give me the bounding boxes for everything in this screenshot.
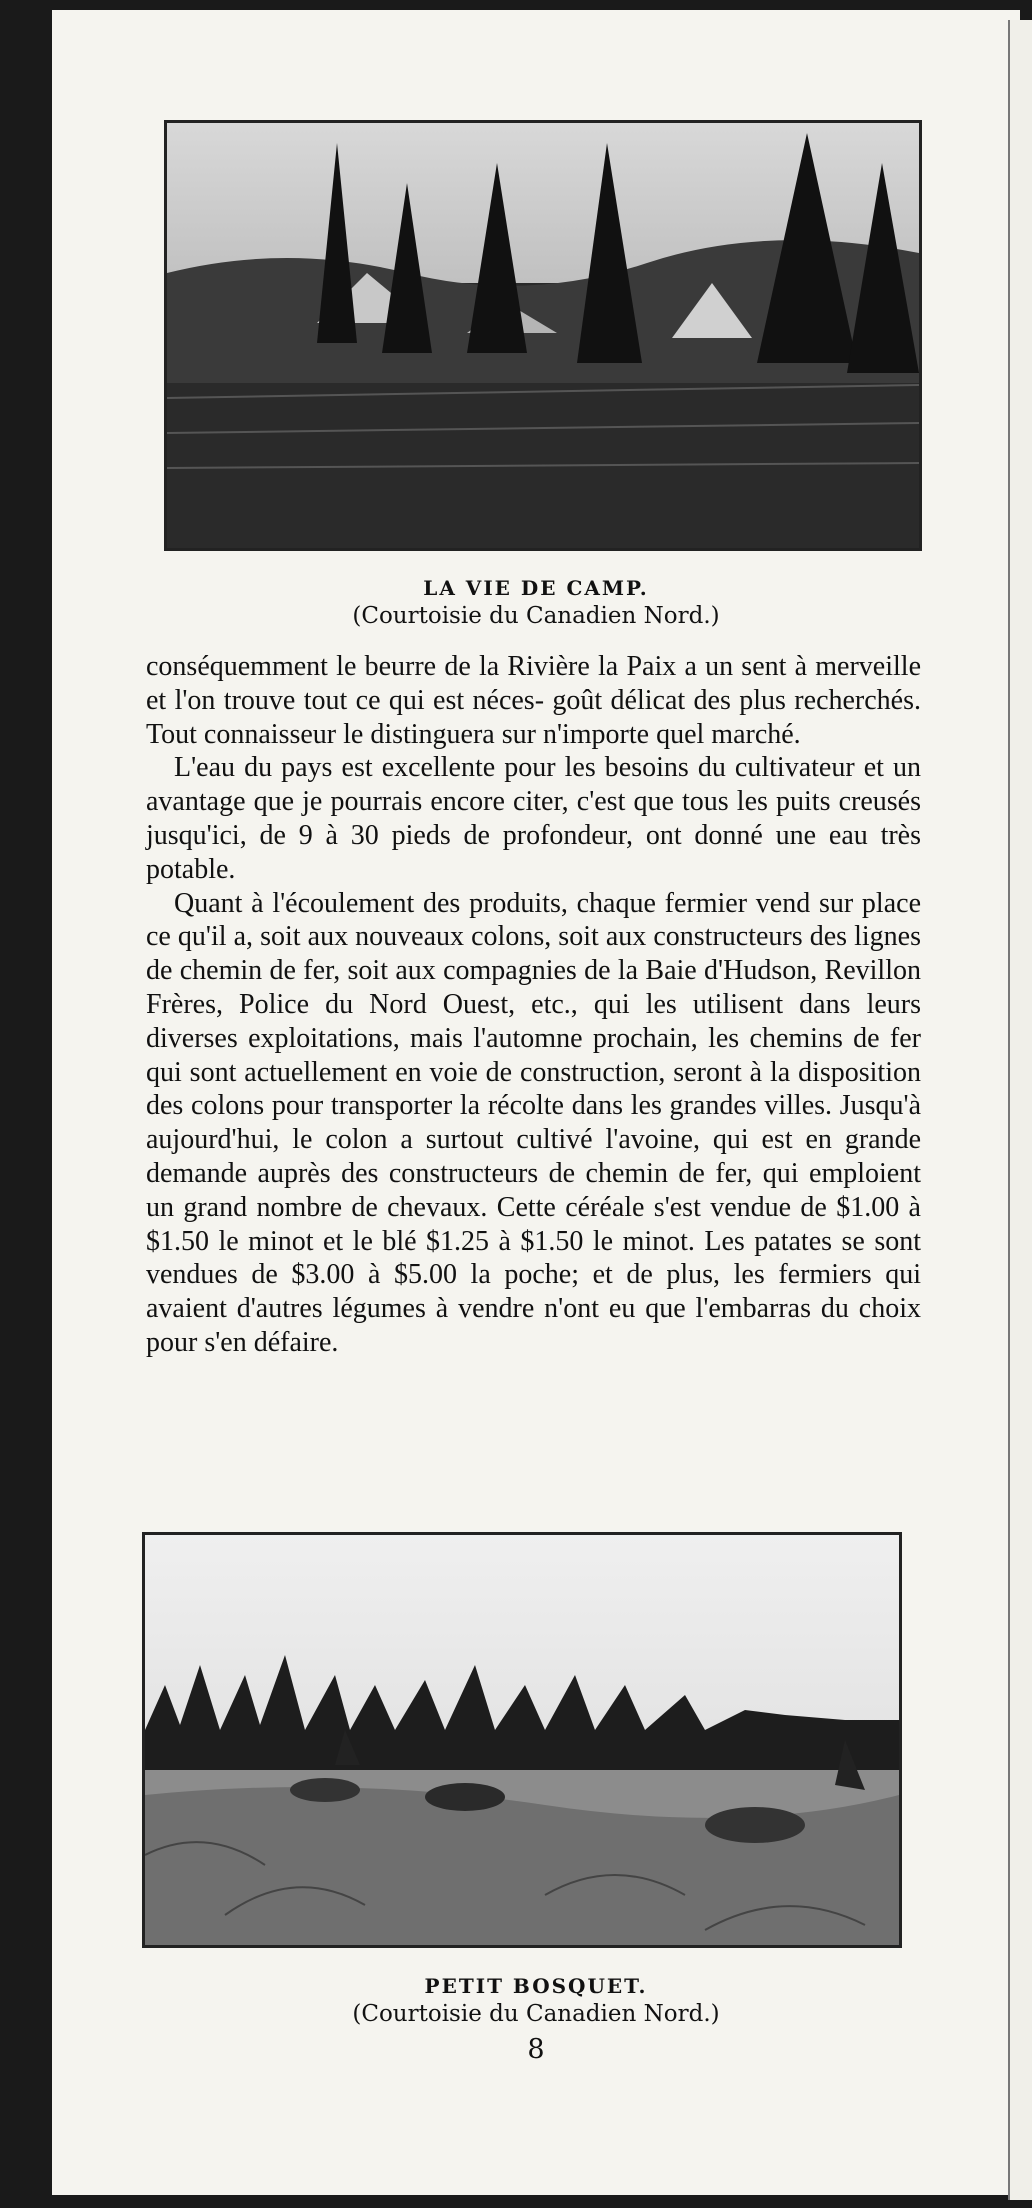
page-number: 8 [527, 2034, 545, 2065]
figure-caption-credit: (Courtoisie du Canadien Nord.) [352, 2001, 720, 2027]
camp-photo [164, 120, 922, 551]
grove-photo [142, 1532, 902, 1948]
figure-caption-credit: (Courtoisie du Canadien Nord.) [352, 603, 720, 629]
figure-caption-title: PETIT BOSQUET. [424, 1974, 648, 1998]
article-body [146, 650, 921, 1360]
paragraph: conséquemment le beurre de la Rivière la Paix a un sent à merveille et l'on trouve tout ce qui est néces- goût délicat des plus recherchés. Tout connaisseur le distinguera sur n'importe quel marché. [146, 651, 921, 750]
paragraph: L'eau du pays est excellente pour les besoins du cultivateur et un avantage que je pourrais encore citer, c'est que tous les puits creusés jusqu'ici, de 9 à 30 pieds de profondeur, ont donné une eau très potable. [146, 752, 921, 885]
figure-caption-title: LA VIE DE CAMP. [423, 576, 649, 600]
paragraph: Quant à l'écoulement des produits, chaque fermier vend sur place ce qu'il a, soit aux nouveaux colons, soit aux constructeurs des lignes de chemin de fer, soit aux compagnies de la Baie d'Hudson, Revillon Frères, Police du Nord Ouest, etc., qui les utilisent dans leurs diverses exploitations, mais l'automne prochain, les chemins de fer qui sont actuellement en voie de construction, seront à la disposition des colons pour transporter la récolte dans les grandes villes. Jusqu'à aujourd'hui, le colon a surtout cultivé l'avoine, qui est en grande demande auprès des constructeurs de chemin de fer, qui emploient un grand nombre de chevaux. Cette céréale s'est vendue de $1.00 à $1.50 le minot et le blé $1.25 à $1.50 le minot. Les patates se sont vendues de $3.00 à $5.00 la poche; et de plus, les fermiers qui avaient d'autres légumes à vendre n'ont eu que l'embarras du choix pour s'en défaire. [146, 887, 921, 1358]
page-edge [1008, 20, 1032, 2200]
